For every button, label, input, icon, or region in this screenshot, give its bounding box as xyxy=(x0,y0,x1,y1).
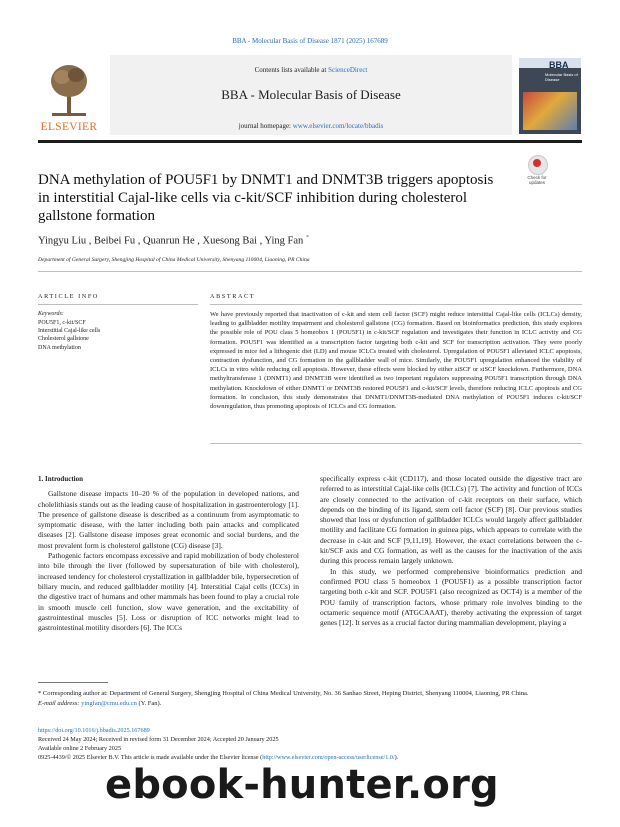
homepage-prefix: journal homepage: xyxy=(238,122,293,130)
article-title: DNA methylation of POU5F1 by DNMT1 and DNMT3B triggers apoptosis in interstitial Cajal-like cells via c-kit/SCF inhibition during cholesterol gallstone formation xyxy=(38,172,494,224)
body-paragraph: In this study, we performed comprehensive bioinformatics prediction and confirmed POU class 5 homeobox 1 (POU5F1) as a possible transcription factor targeting both c-kit and SCF. POU5F1 (also recognized as OCT4) is a member of the POU family of transcription factors, whose primary role involves binding to the octameric sequence motif (ATGCAAAT), thereby activating the expression of target genes [12]. It serves as a crucial factor during mammalian development, playing a xyxy=(320,566,582,628)
header-divider xyxy=(38,140,582,143)
contents-line xyxy=(110,66,512,74)
email-label: E-mail address: xyxy=(38,699,82,707)
affiliation: Department of General Surgery, Shengjing Hospital of China Medical University, Shenyang 110004, Liaoning, PR China xyxy=(38,257,310,263)
abstract-label: ABSTRACT xyxy=(210,293,256,300)
body-column-left xyxy=(38,474,299,633)
author-list xyxy=(38,235,309,247)
homepage-line xyxy=(110,122,512,130)
homepage-link[interactable]: www.elsevier.com/locate/bbadis xyxy=(292,122,384,130)
body-paragraph: Gallstone disease impacts 10–20 % of the population in developed nations, and cholelithiasis stands out as the leading cause of hospitalization in gastroenterology [1]. The presence of gallstone disease is described as a continuum from asymptomatic to symptomatic disease, with the latter including both pain attacks and complicated diseases [2]. Gallstone disease imposes great economic and social burdens, and the most prevalent form is cholesterol gallstone (CG) disease [3]. xyxy=(38,489,299,550)
cover-subtitle: Molecular Basis of Disease xyxy=(545,72,578,82)
online-date: Available online 2 February 2025 xyxy=(38,744,122,752)
elsevier-wordmark: ELSEVIER xyxy=(40,121,98,133)
journal-name: BBA - Molecular Basis of Disease xyxy=(221,87,401,102)
badge-mark-icon xyxy=(533,159,541,167)
license-suffix: ). xyxy=(394,753,399,761)
publication-info xyxy=(38,727,582,763)
check-updates-badge[interactable] xyxy=(524,155,550,185)
journal-citation[interactable]: BBA - Molecular Basis of Disease 1871 (2025) 167689 xyxy=(232,37,388,45)
abstract-text: We have previously reported that inactivation of c-kit and stem cell factor (SCF) might reduce interstitial Cajal-like cells (ICLCs) density, leading to gallbladder motility impairment and cholesterol gallstone (CG) formation. Based on bioinformatics prediction, this study explores the possible role of POU class 5 homeobox 1 (POU5F1) in c-kit/SCF regulation and investigates their function in ICLC activity and CG formation. POU5F1 was identified as a transcription factor targeting both c-kit and SCF for transcription activation. They were poorly expressed in mice fed a lithogenic diet (LD) and mouse ICLCs treated with cholesterol. Upregulation of POU5F1 alleviated ICLC apoptosis, contraction dysfunction, and CG formation in the gallbladder wall of mice. Similarly, the POU5F1 upregulation enhanced the viability of ICLCs in vitro while reducing cell apoptosis. However, these effects were blocked by either siSCF or siSCF knockdown. Furthermore, DNA methyltransferase 1 (DNMT1) and DNMT3B were identified as two important regulators suppressing POU5F1 transcription through DNA methylation. Knockdown of either DNMT1 or DNMT3B restored POU5F1 and c-kit/SCF levels, therefore reducing ICLC apoptosis and CG formation. In conclusion, this study demonstrates that DNMT1/DNMT3B-mediated DNA methylation of POU5F1 induces c-kit/SCF downregulation, thus promoting apoptosis of ICLCs and CG formation. xyxy=(210,311,582,411)
cover-image xyxy=(523,92,577,130)
license-prefix: 0925-4439/© 2025 Elsevier B.V. This article is made available under the Elsevier license ( xyxy=(38,753,263,761)
corresponding-author-note: * Corresponding author at: Department of General Surgery, Shengjing Hospital of China Medical University, No. 36 Sanhao Street, Heping District, Shenyang 110004, Liaoning, PR China. xyxy=(38,690,529,697)
keyword: Interstitial Cajal-like cells xyxy=(38,328,101,335)
affiliation-divider xyxy=(38,271,582,272)
article-info-label: ARTICLE INFO xyxy=(38,293,99,300)
footnote xyxy=(38,689,582,708)
keywords-heading: Keywords: xyxy=(38,311,64,317)
authors: Yingyu Liu , Beibei Fu , Quanrun He , Xuesong Bai , Ying Fan xyxy=(38,235,304,247)
abstract-end-divider xyxy=(210,443,582,444)
sciencedirect-link[interactable]: ScienceDirect xyxy=(328,66,368,74)
footnote-divider xyxy=(38,682,108,683)
email-link[interactable]: yingfan@cmu.edu.cn xyxy=(81,699,137,707)
email-suffix: (Y. Fan). xyxy=(136,699,162,707)
journal-cover[interactable] xyxy=(519,58,581,134)
license-link[interactable]: http://www.elsevier.com/open-access/userlicense/1.0/ xyxy=(262,753,395,761)
keyword: DNA methylation xyxy=(38,344,81,351)
email-line xyxy=(38,699,582,709)
doi-link[interactable]: https://doi.org/10.1016/j.bbadis.2025.167689 xyxy=(38,727,150,734)
tree-icon xyxy=(48,61,90,117)
keywords-list xyxy=(38,319,100,352)
contents-prefix: Contents lists available at xyxy=(254,66,329,74)
body-paragraph: Pathogenic factors encompass excessive and rapid mobilization of body cholesterol into bile through the liver (followed by supersaturation of bile with cholesterol), increased tendency for cholesterol crystallization in gallbladder bile, hypersecretion of biliary mucin, and reduced gallbladder motility [4]. Interstitial Cajal cells (ICCs) in the digestive tract of humans and other mammals has been found to play a crucial role in smooth muscle cell function, slow wave generation, and the excitability of gastrointestinal muscles [5]. Loss or disruption of ICC networks might lead to gastrointestinal motility disorders [6]. The ICCs xyxy=(38,551,299,633)
keyword: Cholesterol gallstone xyxy=(38,336,89,343)
article-info-divider xyxy=(38,304,198,305)
corresponding-mark[interactable]: * xyxy=(305,235,309,241)
cover-title: BBA xyxy=(549,60,569,70)
watermark: ebook-hunter.org xyxy=(105,762,499,808)
body-column-right xyxy=(320,474,582,628)
keyword: POU5F1, c-kit/SCF xyxy=(38,320,86,326)
received-dates: Received 24 May 2024; Received in revised form 31 December 2024; Accepted 20 January 2025 xyxy=(38,735,279,743)
badge-text: Check for updates xyxy=(527,175,547,185)
section-heading: 1. Introduction xyxy=(38,475,83,483)
elsevier-logo xyxy=(38,57,100,137)
body-paragraph: specifically express c-kit (CD117), and those located outside the digestive tract are referred to as interstitial Cajal-like cells (ICLCs) [7]. The activity and function of ICCs are closely connected to the activation of c-kit receptors on their surface, which depends on the binding of its ligand, stem cell factor (SCF) [8]. Our previous studies showed that loss or dysfunction of gallbladder ICLCs would largely affect gallbladder motility and facilitate CG formation in guinea pigs, which appears to correlate with the decrease in c-kit and SCF [9,11,19]. However, the exact correlations between the c-kit/SCF axis and CG formation, as well as the causes for the inactivation of the axis during this process remain largely unknown. xyxy=(320,474,582,566)
abstract-divider xyxy=(210,304,582,305)
